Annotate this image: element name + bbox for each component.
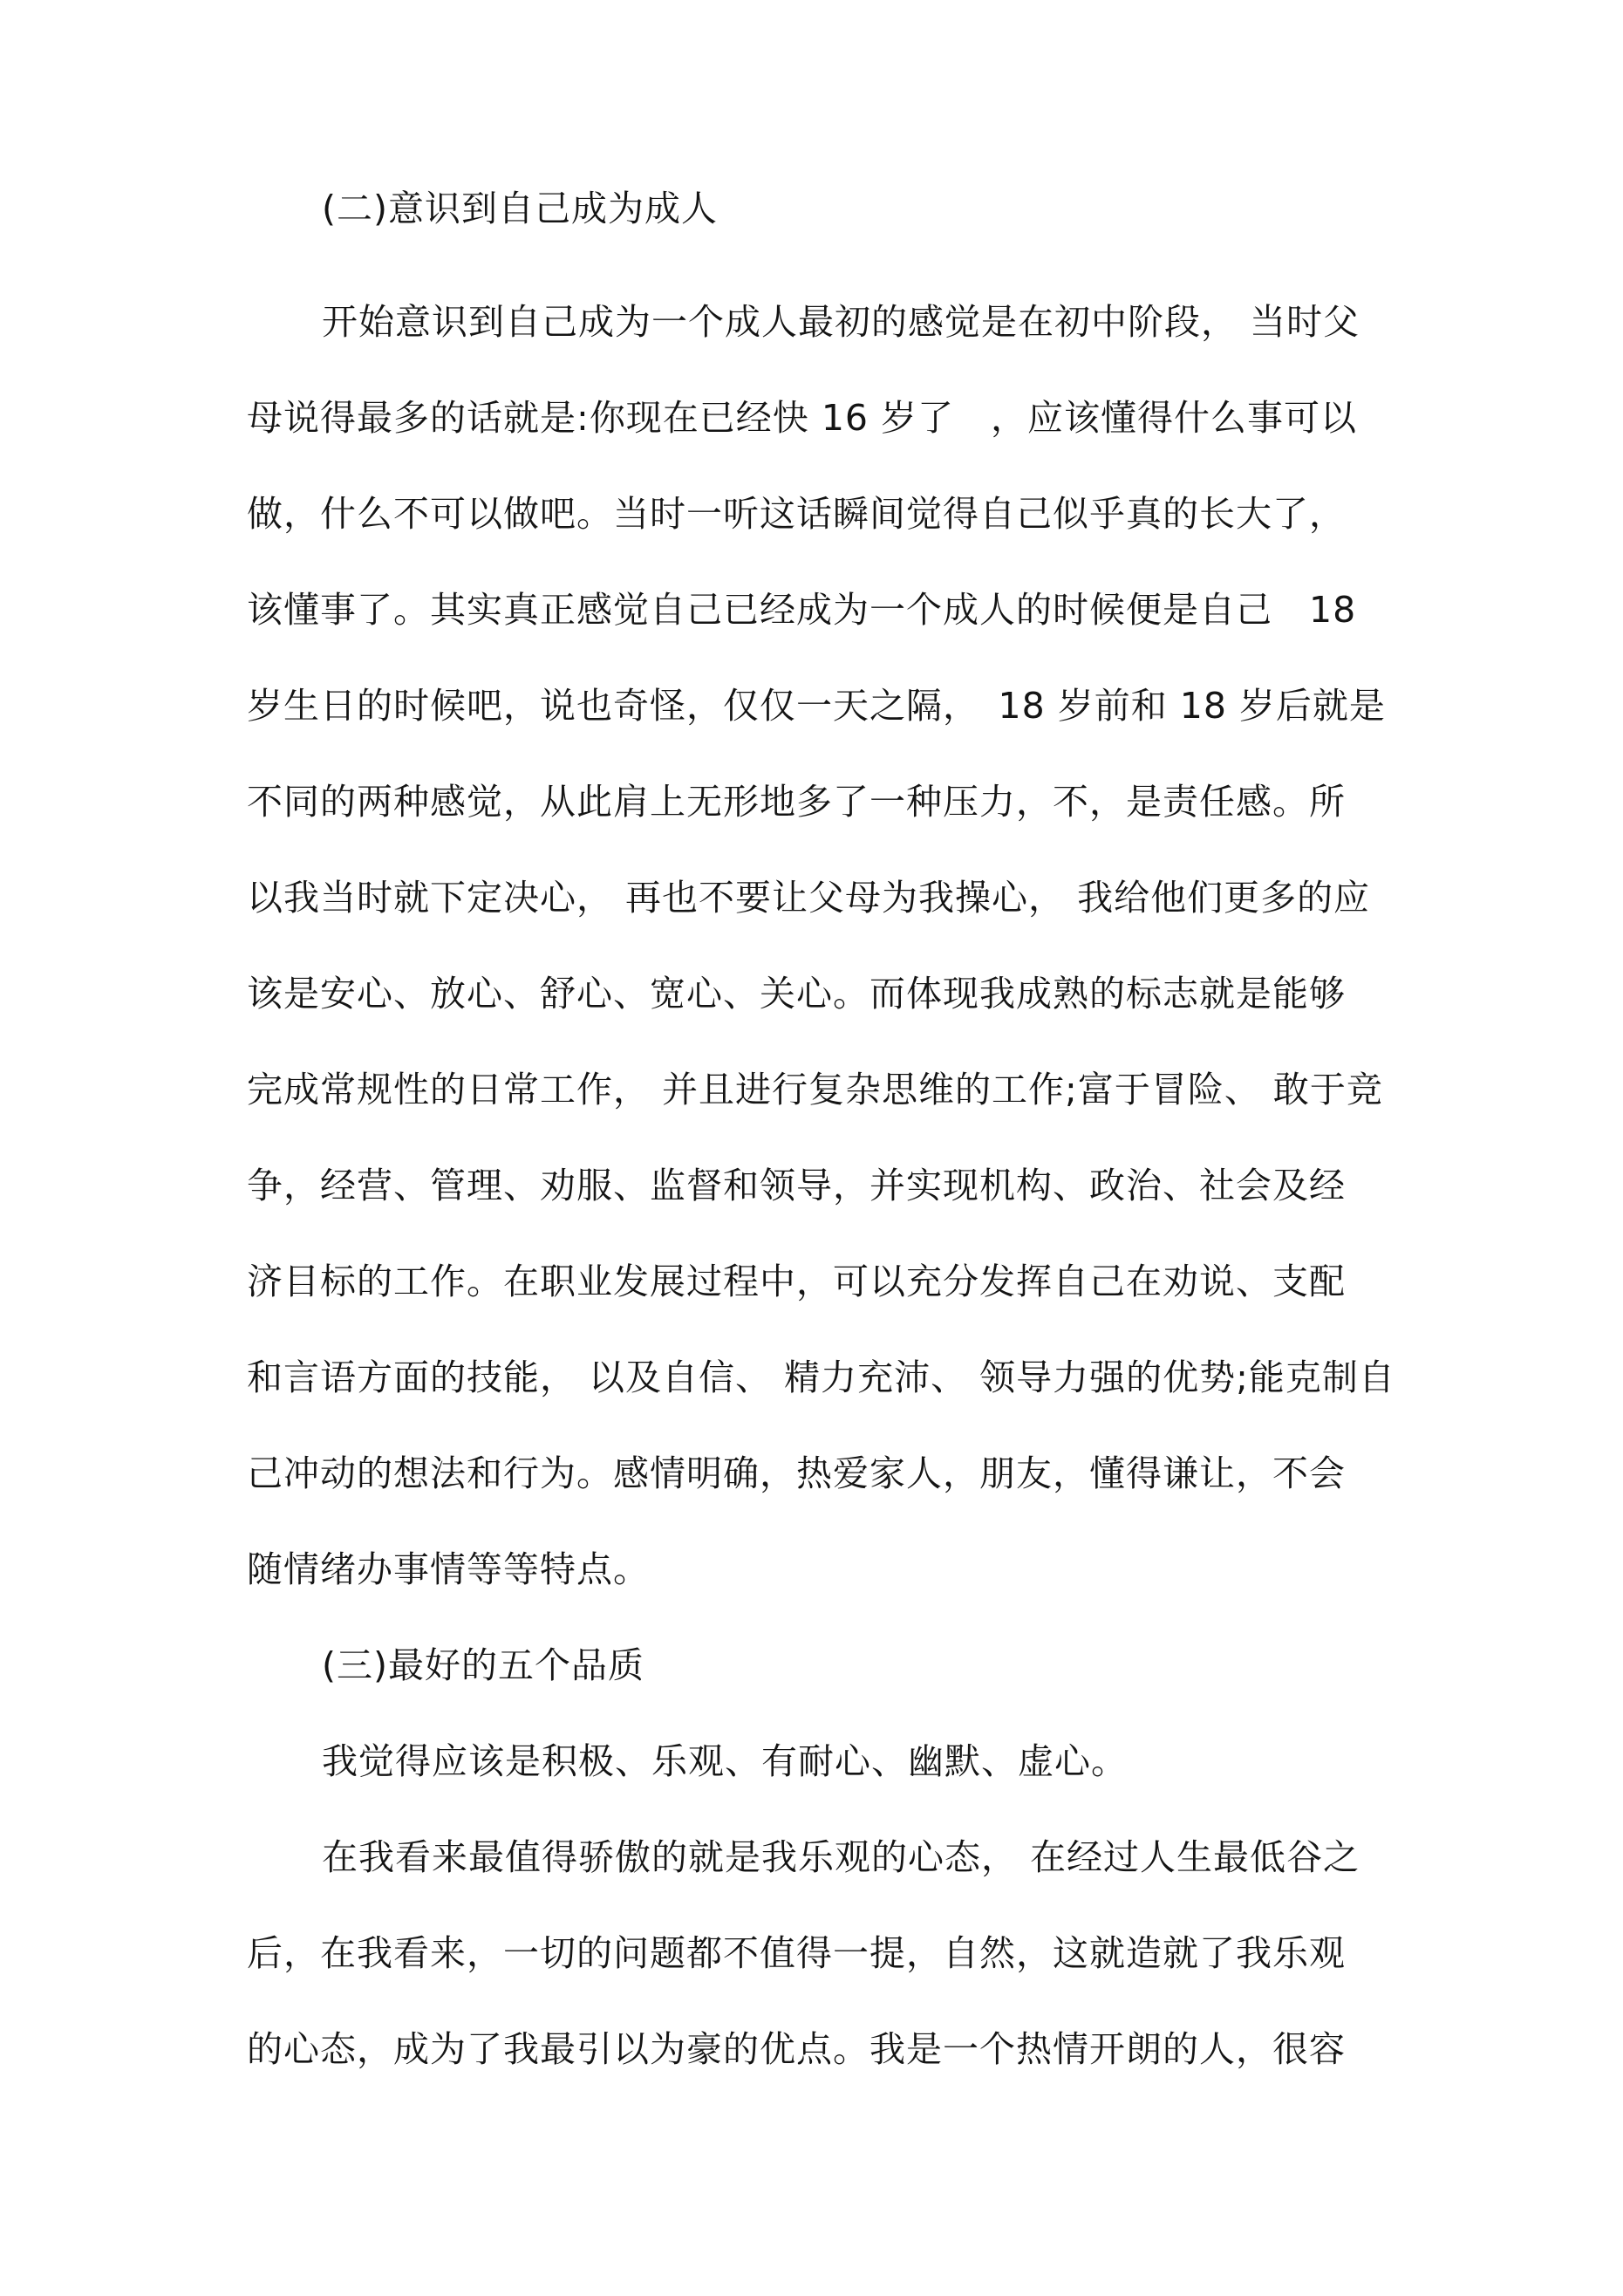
text-line: 该是安心、放心、舒心、宽心、关心。而体现我成熟的标志就是能够 [247,973,1346,1015]
text-line: 的心态，成为了我最引以为豪的优点。我是一个热情开朗的人，很容 [247,2028,1346,2070]
text-line: 济目标的工作。在职业发展过程中，可以充分发挥自己在劝说、支配 [247,1261,1346,1302]
text-line: 争，经营、管理、劝服、监督和领导，并实现机构、政治、社会及经 [247,1165,1346,1206]
text-line: 随情绪办事情等等特点。 [247,1548,650,1590]
text-line: 和言语方面的技能， 以及自信、 精力充沛、 领导力强的优势;能克制自 [247,1356,1395,1398]
text-line: 不同的两种感觉，从此肩上无形地多了一种压力，不，是责任感。所 [247,781,1346,823]
text-line: 以我当时就下定决心， 再也不要让父母为我操心， 我给他们更多的应 [247,877,1371,919]
text-line: 己冲动的想法和行为。感情明确，热爱家人，朋友，懂得谦让，不会 [247,1452,1346,1494]
text-line: 在我看来最值得骄傲的就是我乐观的心态， 在经过人生最低谷之 [322,1836,1360,1878]
text-line: 我觉得应该是积极、乐观、有耐心、幽默、虚心。 [322,1740,1128,1782]
text-line: 后，在我看来，一切的问题都不值得一提，自然，这就造就了我乐观 [247,1932,1346,1974]
text-line: 做，什么不可以做吧。当时一听这话瞬间觉得自己似乎真的长大了， [247,493,1346,535]
heading-section-2: (二)意识到自己成为成人 [322,188,718,229]
text-line: 完成常规性的日常工作， 并且进行复杂思维的工作;富于冒险、 敢于竞 [247,1069,1383,1110]
text-line: 该懂事了。其实真正感觉自己已经成为一个成人的时候便是自己 18 [247,589,1357,631]
text-line: 母说得最多的话就是:你现在已经快 16 岁了 ，应该懂得什么事可以 [247,397,1358,439]
heading-section-3: (三)最好的五个品质 [322,1644,644,1686]
text-line: 开始意识到自己成为一个成人最初的感觉是在初中阶段， 当时父 [322,301,1360,343]
text-line: 岁生日的时候吧，说也奇怪，仅仅一天之隔， 18 岁前和 18 岁后就是 [247,685,1386,727]
